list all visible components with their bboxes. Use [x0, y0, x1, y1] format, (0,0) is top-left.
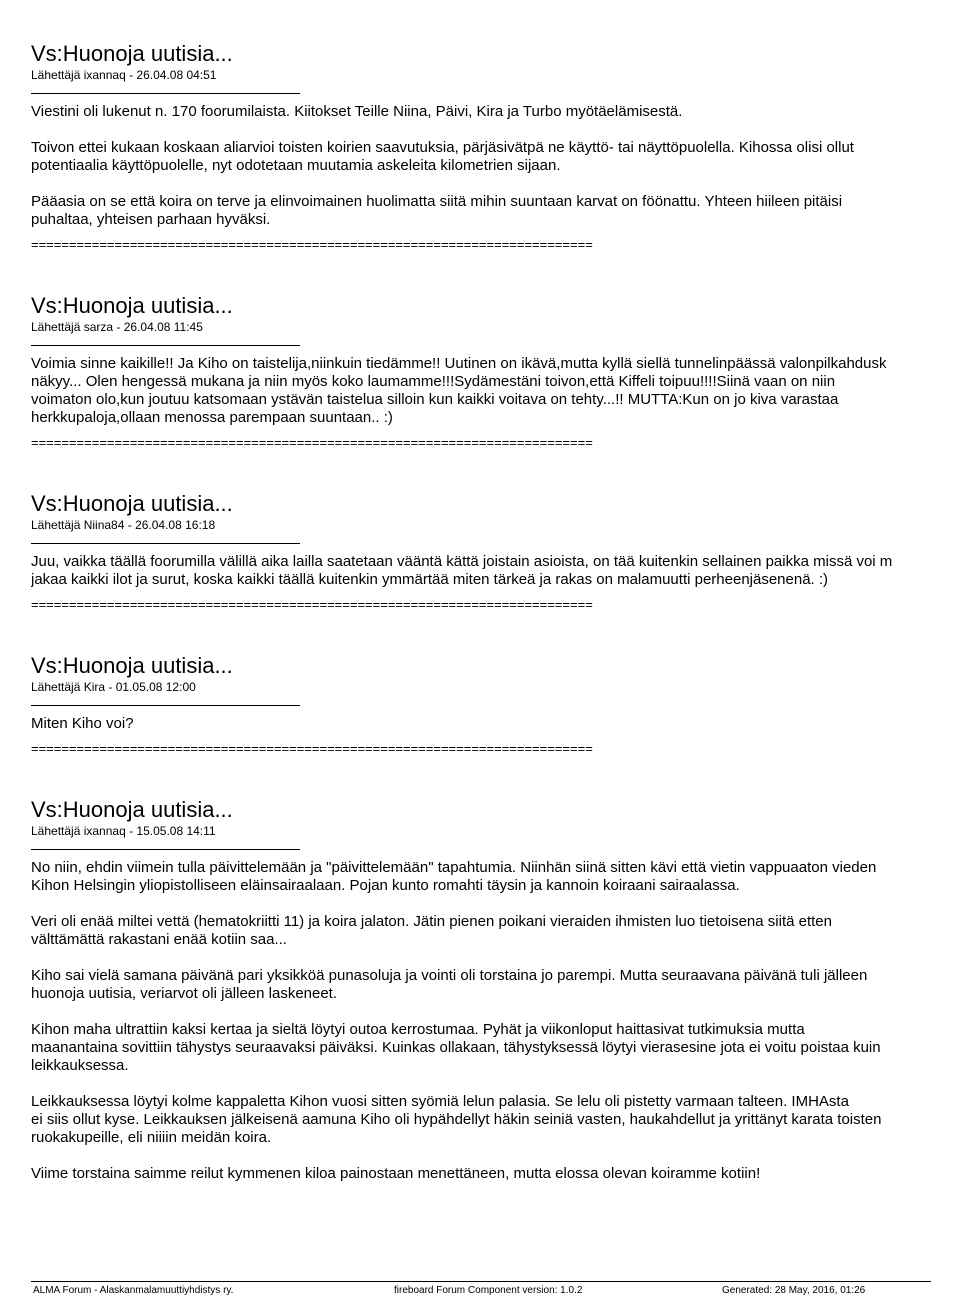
- post-text-line: näkyy... Olen hengessä mukana ja niin myös koko laumamme!!!Sydämestäni toivon,että Kiffeli toipuu!!!!Siinä vaan on niin: [31, 373, 836, 390]
- footer-generated-date: Generated: 28 May, 2016, 01:26: [722, 1285, 866, 1296]
- forum-post: [31, 293, 960, 451]
- forum-post: [31, 41, 960, 253]
- forum-thread: [31, 41, 960, 1183]
- post-title: Vs:Huonoja uutisia...: [31, 41, 233, 66]
- post-paragraph: [31, 103, 960, 121]
- post-header-rule: [31, 93, 300, 94]
- post-text-line: Viime torstaina saimme reilut kymmenen kiloa painostaan menettäneen, mutta elossa olevan koiramme kotiin!: [31, 1165, 761, 1182]
- post-text-line: voimaton olo,kun joutuu katsomaan ystävän taistelua silloin kun kaikki voitava on tehty...!! MUTTA:Kun on jo kiva varastaa: [31, 391, 839, 408]
- post-paragraph: [31, 1021, 960, 1075]
- page-footer: [31, 1281, 931, 1296]
- post-text-line: Leikkauksessa löytyi kolme kappaletta Kihon vuosi sitten syömiä lelun palasia. Se lelu oli pistetty varmaan talteen. IMHAsta: [31, 1093, 849, 1110]
- post-author-date: Lähettäjä sarza - 26.04.08 11:45: [31, 320, 203, 334]
- post-text-line: Toivon ettei kukaan koskaan aliarvioi toisten koirien saavutuksia, pärjäsivätpä ne käyttö- tai näyttöpuolella. Kihossa olisi ollut: [31, 139, 854, 156]
- post-text-line: Kihon maha ultrattiin kaksi kertaa ja sieltä löytyi outoa kerrostumaa. Pyhät ja viikonloput haittasivat tutkimuksia mutta: [31, 1021, 805, 1038]
- post-text-line: maanantaina sovittiin tähystys seuraavaksi päiväksi. Kuinkas ollakaan, tähystyksessä löytyi vierasesine jota ei voitu poistaa kuin: [31, 1039, 881, 1056]
- post-text-line: välttämättä rakastani enää kotiin saa...: [31, 931, 287, 948]
- post-separator: ==========================================================================: [31, 435, 593, 450]
- post-text-line: ruokakupeille, eli niiiin meidän koira.: [31, 1129, 272, 1146]
- post-author-date: Lähettäjä ixannaq - 26.04.08 04:51: [31, 68, 217, 82]
- post-author-date: Lähettäjä Kira - 01.05.08 12:00: [31, 680, 196, 694]
- post-text-line: jakaa kaikki ilot ja surut, koska kaikki täällä kuitenkin ymmärtää miten tärkeä ja rakas on malamuutti perheenjäsenenä. :): [31, 571, 829, 588]
- post-header-rule: [31, 543, 300, 544]
- post-separator: ==========================================================================: [31, 741, 593, 756]
- post-author-date: Lähettäjä ixannaq - 15.05.08 14:11: [31, 824, 216, 838]
- post-text-line: potentiaalia käyttöpuolelle, nyt odotetaan muutamia askeleita kilometrien sijaan.: [31, 157, 561, 174]
- post-text-line: Juu, vaikka täällä foorumilla välillä aika lailla saatetaan vääntä kättä joistain asioista, on tää kuitenkin sellainen paikka missä voi m: [31, 553, 893, 570]
- post-paragraph: [31, 967, 960, 1003]
- post-header-rule: [31, 705, 300, 706]
- post-title: Vs:Huonoja uutisia...: [31, 653, 233, 678]
- post-paragraph: [31, 859, 960, 895]
- footer-site-name: ALMA Forum - Alaskanmalamuuttiyhdistys ry.: [33, 1285, 234, 1296]
- post-text-line: ei siis ollut kyse. Leikkauksen jälkeisenä aamuna Kiho oli hypähdellyt häkin seiniä vasten, haukahdellut ja yrittänyt karata toisten: [31, 1111, 882, 1128]
- post-header-rule: [31, 345, 300, 346]
- post-text-line: Viestini oli lukenut n. 170 foorumilaista. Kiitokset Teille Niina, Päivi, Kira ja Turbo myötäelämisestä.: [31, 103, 683, 120]
- post-author-date: Lähettäjä Niina84 - 26.04.08 16:18: [31, 518, 216, 532]
- forum-post: [31, 491, 960, 613]
- post-text-line: Kiho sai vielä samana päivänä pari yksikköä punasoluja ja vointi oli torstaina jo parempi. Mutta seuraavana päivänä tuli jälleen: [31, 967, 868, 984]
- post-paragraph: [31, 1165, 960, 1183]
- post-title: Vs:Huonoja uutisia...: [31, 797, 233, 822]
- post-body: [31, 715, 960, 733]
- post-text-line: huonoja uutisia, veriarvot oli jälleen laskeneet.: [31, 985, 338, 1002]
- post-text-line: puhaltaa, yhteisen parhaan hyväksi.: [31, 211, 271, 228]
- post-body: [31, 355, 960, 427]
- post-body: [31, 859, 960, 1183]
- post-header-rule: [31, 849, 300, 850]
- post-paragraph: [31, 139, 960, 175]
- post-text-line: Kihon Helsingin yliopistolliseen eläinsairaalaan. Pojan kunto romahti täysin ja kannoin koiraani sairaalassa.: [31, 877, 740, 894]
- post-text-line: No niin, ehdin viimein tulla päivittelemään ja "päivittelemään" tapahtumia. Niinhän siinä sitten kävi että vietin vappuaaton vieden: [31, 859, 877, 876]
- post-paragraph: [31, 355, 960, 427]
- forum-post: [31, 797, 960, 1183]
- post-text-line: Veri oli enää miltei vettä (hematokriitti 11) ja koira jalaton. Jätin pienen poikani vieraiden ihmisten luo tietoisena siitä etten: [31, 913, 832, 930]
- post-text-line: leikkauksessa.: [31, 1057, 129, 1074]
- post-title: Vs:Huonoja uutisia...: [31, 293, 233, 318]
- post-paragraph: [31, 193, 960, 229]
- post-body: [31, 553, 960, 589]
- post-body: [31, 103, 960, 229]
- post-text-line: Pääasia on se että koira on terve ja elinvoimainen huolimatta siitä mihin suuntaan karvat on föönattu. Yhteen hiileen pitäisi: [31, 193, 843, 210]
- post-title: Vs:Huonoja uutisia...: [31, 491, 233, 516]
- footer-component-version: fireboard Forum Component version: 1.0.2: [394, 1285, 583, 1296]
- forum-post: [31, 653, 960, 757]
- post-paragraph: [31, 715, 960, 733]
- post-text-line: Miten Kiho voi?: [31, 715, 134, 732]
- post-paragraph: [31, 553, 960, 589]
- post-paragraph: [31, 1093, 960, 1147]
- post-separator: ==========================================================================: [31, 237, 593, 252]
- post-separator: ==========================================================================: [31, 597, 593, 612]
- post-paragraph: [31, 913, 960, 949]
- post-text-line: Voimia sinne kaikille!! Ja Kiho on taistelija,niinkuin tiedämme!! Uutinen on ikävä,mutta kyllä siellä tunnelinpäässä valonpilkahdusk: [31, 355, 887, 372]
- post-text-line: herkkupaloja,ollaan menossa parempaan suuntaan.. :): [31, 409, 393, 426]
